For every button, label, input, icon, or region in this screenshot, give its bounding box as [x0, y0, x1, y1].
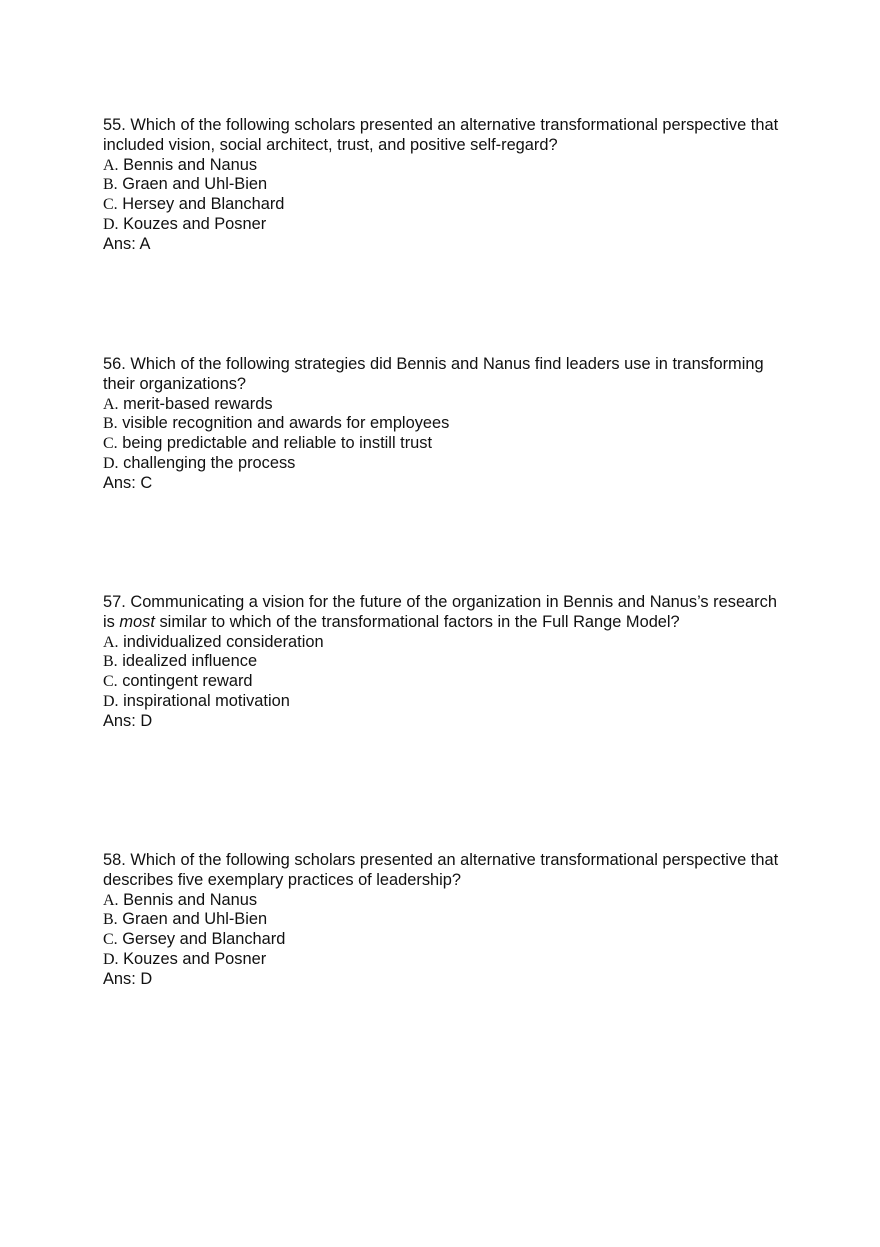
answer-key: Ans: D [103, 969, 153, 988]
question-number: 55. [103, 116, 126, 134]
option-a [103, 395, 783, 415]
option-letter: B. [103, 176, 118, 194]
option-text: Bennis and Nanus [123, 155, 258, 174]
option-b [103, 414, 783, 434]
option-letter: D. [103, 950, 119, 968]
option-text: being predictable and reliable to instill trust [122, 434, 433, 453]
question-56 [103, 355, 783, 494]
option-letter: D. [103, 692, 119, 710]
answer-key: Ans: A [103, 234, 151, 253]
question-prompt-start: Communicating a vision for the future of the organization in Bennis and Nanus’s research is [103, 593, 777, 631]
question-57-text [103, 593, 783, 633]
option-d [103, 950, 783, 970]
option-text: Kouzes and Posner [123, 949, 267, 968]
option-text: visible recognition and awards for employees [122, 414, 450, 433]
option-letter: B. [103, 653, 118, 671]
option-a [103, 633, 783, 653]
option-text: Kouzes and Posner [123, 214, 267, 233]
question-prompt-end: similar to which of the transformational factors in the Full Range Model? [154, 612, 680, 631]
option-letter: C. [103, 931, 118, 949]
option-text: contingent reward [122, 672, 253, 691]
option-d [103, 454, 783, 474]
option-text: merit-based rewards [123, 394, 273, 413]
option-text: Hersey and Blanchard [122, 195, 285, 214]
question-number: 56. [103, 355, 126, 373]
option-d [103, 692, 783, 712]
option-letter: C. [103, 196, 118, 214]
question-prompt: Which of the following strategies did Bennis and Nanus find leaders use in transforming their organizations? [103, 355, 764, 393]
option-a [103, 891, 783, 911]
option-text: individualized consideration [123, 632, 324, 651]
option-b [103, 175, 783, 195]
option-c [103, 195, 783, 215]
question-55-text [103, 116, 783, 156]
option-c [103, 434, 783, 454]
option-letter: D. [103, 215, 119, 233]
option-letter: D. [103, 454, 119, 472]
answer-key: Ans: D [103, 711, 153, 730]
question-number: 58. [103, 851, 126, 869]
option-d [103, 215, 783, 235]
question-56-text [103, 355, 783, 395]
option-text: inspirational motivation [123, 691, 290, 710]
option-letter: C. [103, 435, 118, 453]
question-number: 57. [103, 593, 126, 611]
option-text: Graen and Uhl-Bien [122, 910, 268, 929]
option-b [103, 910, 783, 930]
option-b [103, 652, 783, 672]
option-text: challenging the process [123, 453, 296, 472]
option-letter: B. [103, 415, 118, 433]
option-a [103, 156, 783, 176]
option-letter: B. [103, 911, 118, 929]
answer-key: Ans: C [103, 473, 153, 492]
option-text: Gersey and Blanchard [122, 930, 286, 949]
option-letter: A. [103, 395, 119, 413]
option-letter: C. [103, 673, 118, 691]
option-letter: A. [103, 891, 119, 909]
option-letter: A. [103, 156, 119, 174]
option-c [103, 930, 783, 950]
option-letter: A. [103, 633, 119, 651]
option-text: Graen and Uhl-Bien [122, 175, 268, 194]
question-55 [103, 116, 783, 255]
option-c [103, 672, 783, 692]
question-58-text [103, 851, 783, 891]
question-58 [103, 851, 783, 990]
question-prompt-emphasis: most [119, 612, 155, 631]
question-prompt: Which of the following scholars presented an alternative transformational perspective that included vision, social architect, trust, and positive self-regard? [103, 116, 779, 154]
option-text: Bennis and Nanus [123, 890, 258, 909]
option-text: idealized influence [122, 652, 258, 671]
question-prompt: Which of the following scholars presented an alternative transformational perspective that describes five exemplary practices of leadership? [103, 851, 779, 889]
question-57 [103, 593, 783, 732]
